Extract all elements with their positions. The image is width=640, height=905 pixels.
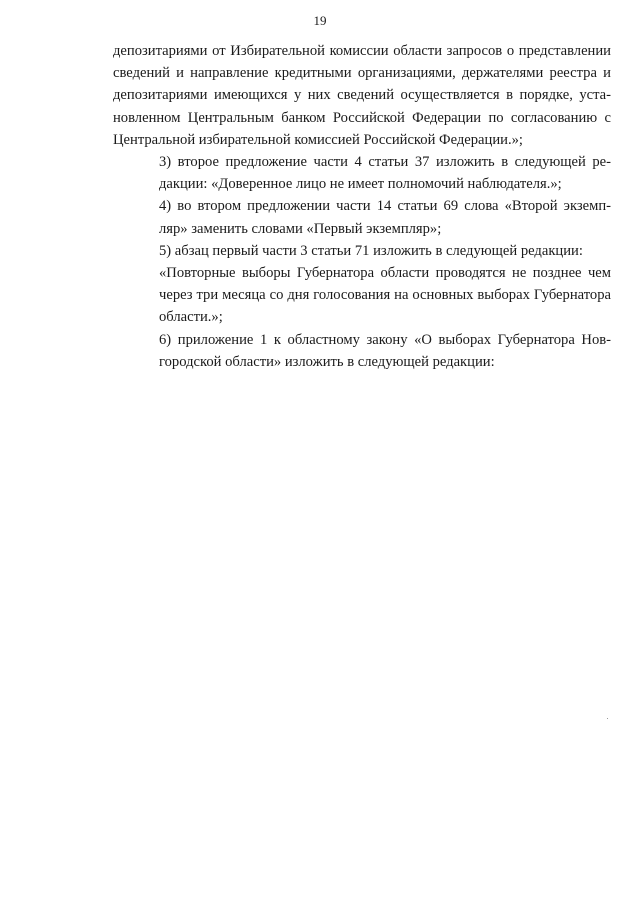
paragraph-item-5 — [113, 240, 611, 262]
paragraph-item-3 — [113, 151, 611, 195]
text-line: дакции: «Доверенное лицо не имеет полномочий наблюдателя.»; — [159, 176, 562, 193]
text-line: городской области» изложить в следующей редакции: — [159, 353, 495, 370]
text-line: 4) во втором предложении части 14 статьи 69 слова «Второй экземп- — [159, 198, 611, 215]
text-line: депозитариями от Избирательной комиссии области запросов о представлении — [113, 43, 611, 59]
text-line: депозитариями имеющихся у них сведений осуществляется в порядке, уста- — [113, 87, 611, 104]
text-line: 6) приложение 1 к областному закону «О выборах Губернатора Нов- — [159, 331, 611, 348]
text-line: 5) абзац первый части 3 статьи 71 изложить в следующей редакции: — [159, 242, 583, 259]
text-line: через три месяца со дня голосования на основных выборах Губернатора — [159, 287, 611, 304]
body-text — [113, 40, 611, 373]
text-line: области.»; — [159, 309, 223, 326]
text-line: «Повторные выборы Губернатора области проводятся не позднее чем — [159, 265, 611, 282]
page-number: 19 — [313, 13, 327, 28]
text-line: Центральной избирательной комиссией Российской Федерации.»; — [113, 131, 523, 148]
paragraph-quoted-text — [113, 262, 611, 329]
text-line: новленном Центральным банком Российской Федерации по согласованию с — [113, 109, 611, 126]
text-line: ляр» заменить словами «Первый экземпляр»; — [159, 220, 442, 237]
text-line: сведений и направление кредитными организациями, держателями реестра и — [113, 65, 611, 82]
scan-speck — [607, 718, 608, 719]
text-line: 3) второе предложение части 4 статьи 37 изложить в следующей ре- — [159, 154, 611, 171]
paragraph-continuation — [113, 40, 611, 151]
paragraph-item-4 — [113, 195, 611, 239]
paragraph-item-6 — [113, 329, 611, 373]
